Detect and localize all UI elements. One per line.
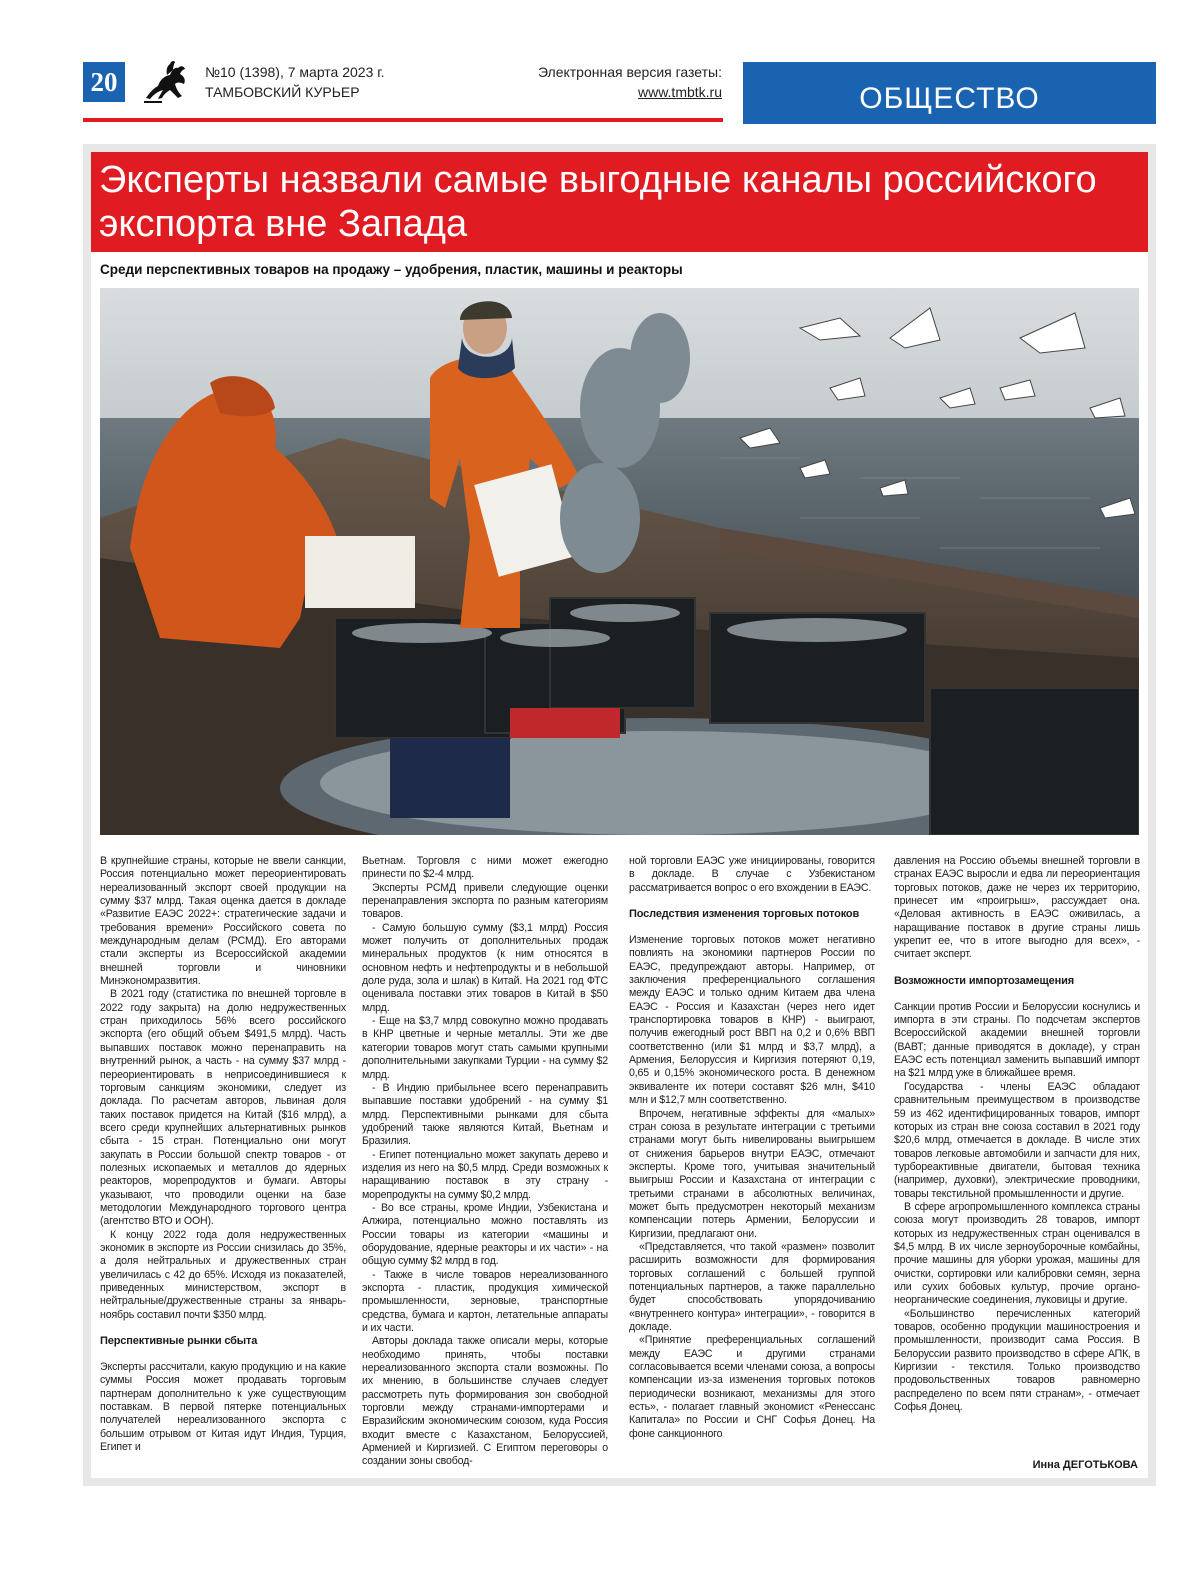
article-column-3 xyxy=(629,855,875,1441)
article-paragraph: К концу 2022 года доля недружественных экономик в экспорте из России снизилась до 35%, а доля нейтральных и дружественных стран увеличилась с 42 до 65%. Исходя из показателей, приведенных министерством, экспорт в нейтральные/дружественные страны за январь-ноябрь составил почти $350 млрд. xyxy=(100,1228,346,1321)
section-heading: Последствия изменения торговых потоков xyxy=(629,908,860,921)
article-paragraph: Эксперты рассчитали, какую продукцию и на какие суммы Россия может продавать торговым партнерам дополнительно к уже существующим поставкам. В первой пятерке потенциальных получателей нереализованного экспорта с большим отрывом от Китая идут Индия, Турция, Египет и xyxy=(100,1361,346,1454)
article-paragraph: «Большинство перечисленных категорий товаров, особенно продукции машиностроения и промышленности, производит сама Россия. В Белоруссии развито производство в сфере АПК, в Киргизии - текстиля. Только производство продовольственных товаров равномерно распределено по всем пяти странам», - отмечает Софья Донец. xyxy=(894,1307,1140,1414)
article-paragraph: Государства - члены ЕАЭС обладают сравнительным преимуществом в производстве 59 из 462 идентифицированных товаров, импорт которых из стран вне союза составил в 2021 году $20,6 млрд, отмечается в докладе. В числе этих товаров легковые автомобили и запчасти для них, турбореактивные двигатели, бытовая техника (например, духовки), электрические проводники, товары текстильной промышленности и другие. xyxy=(894,1080,1140,1200)
article-column-2 xyxy=(362,855,608,1469)
article-paragraph: В сфере агропромышленного комплекса страны союза могут производить 28 товаров, импорт которых из недружественных стран оценивался в $4,5 млрд. В их числе зерноуборочные комбайны, прочие машины для уборки урожая, машины для очистки, сортировки или калибровки семян, зерна или сухих бобовых культур, прочие органо-неорганические соединения, луковицы и другие. xyxy=(894,1200,1140,1307)
article-paragraph: Санкции против России и Белоруссии коснулись и импорта в эти страны. По подсчетам экспертов Всероссийской академии внешней торговли (ВАВТ; данные приводятся в докладе), у стран ЕАЭС есть потенциал заменить выпавший импорт на $21 млрд уже в ближайшее время. xyxy=(894,1000,1140,1080)
horse-rider-logo-icon xyxy=(140,58,190,106)
article-paragraph: - Во все страны, кроме Индии, Узбекистана и Алжира, потенциально можно поставлять из России товары из категории «машины и оборудование, ядерные реакторы и их части» - на общую сумму $2 млрд в год. xyxy=(362,1201,608,1268)
article-paragraph: давления на Россию объемы внешней торговли в странах ЕАЭС выросли и едва ли переориентация торговых потоков, даже не через их территорию, принесет им «проигрыш», рассуждает она. «Деловая активность в ЕАЭС оживилась, а наращивание поставок в другие страны лишь укрепит ее, что в итоге выгодно для всех», - считает эксперт. xyxy=(894,855,1140,961)
eversion-label: Электронная версия газеты: xyxy=(537,64,722,80)
article-paragraph: Вьетнам. Торговля с ними может ежегодно принести по $2-4 млрд. xyxy=(362,855,608,881)
article-paragraph: - Самую большую сумму ($3,1 млрд) Россия может получить от дополнительных продаж минеральных продуктов (к ним относятся в основном нефть и нефтепродукты и в небольшой доле руда, зола и шлак) в Китай. На 2021 год ФТС оценивала поставки этих товаров в Китай в $50 млрд. xyxy=(362,921,608,1014)
article-paragraph: - Также в числе товаров нереализованного экспорта - пластик, продукция химической промышленности, зерновые, транспортные средства, бумага и картон, летательные аппараты и их части. xyxy=(362,1268,608,1335)
issue-line: №10 (1398), 7 марта 2023 г. xyxy=(205,64,385,80)
article-paragraph: «Принятие преференциальных соглашений между ЕАЭС и другими странами согласовывается всеми членами союза, а вопросы компенсации из-за изменения торговых потоков периодически возникают, механизмы для этого есть», - полагает главный экономист «Ренессанс Капитала» по России и СНГ Софья Донец. На фоне санкционного xyxy=(629,1334,875,1440)
article-paragraph: «Представляется, что такой «размен» позволит расширить возможности для формирования торговых соглашений с большей группой потенциальных партнеров, а также параллельно будет способствовать упорядочиванию «внутреннего контура» интеграции», - говорится в докладе. xyxy=(629,1240,875,1333)
section-heading: Возможности импортозамещения xyxy=(894,974,1074,987)
publication-name: ТАМБОВСКИЙ КУРЬЕР xyxy=(205,84,360,100)
section-heading: Перспективные рынки сбыта xyxy=(100,1335,258,1348)
article-paragraph: В крупнейшие страны, которые не ввели санкции, Россия потенциально может переориентировать нереализованный экспорт своей продукции на сумму $37 млрд. Такая оценка дается в докладе «Развитие ЕАЭС 2022+: стратегические задачи и требования времени» Российского совета по международным делам (РСМД). Его авторами стали эксперты из Всероссийской академии внешней торговли и чиновники Минэкономразвития. xyxy=(100,855,346,988)
article-paragraph: - Еще на $3,7 млрд совокупно можно продавать в КНР цветные и черные металлы. Эти же две категории товаров могут стать самыми крупными дополнительными закупками Турции - на сумму $2 млрд. xyxy=(362,1015,608,1081)
electronic-version xyxy=(538,62,722,102)
article-title: Эксперты назвали самые выгодные каналы российского экспорта вне Запада xyxy=(91,152,1148,252)
article-paragraph: ной торговли ЕАЭС уже инициированы, говорится в докладе. В случае с Узбекистаном рассматривается вопрос о его вхождении в ЕАЭС. xyxy=(629,855,875,894)
article-subtitle: Среди перспективных товаров на продажу – удобрения, пластик, машины и реакторы xyxy=(100,262,683,277)
article-paragraph: Впрочем, негативные эффекты для «малых» стран союза в результате интеграции с третьими странами могут быть нивелированы выигрышем от снижения барьеров внутри ЕАЭС, отмечают эксперты. Кроме того, учитывая значительный выигрыш России и Казахстана от интеграции с третьими странами в абсолютных величинах, может быть предусмотрен некоторый механизм компенсации потерь Армении, Белоруссии и Киргизии, предлагают они. xyxy=(629,1107,875,1240)
article-author: Инна ДЕГОТЬКОВА xyxy=(1032,1459,1138,1471)
eversion-link[interactable]: www.tmbtk.ru xyxy=(637,84,722,100)
header-divider xyxy=(83,118,723,122)
issue-info xyxy=(205,62,385,102)
article-paragraph: Эксперты РСМД привели следующие оценки перенаправления экспорта по разным категориям товаров. xyxy=(362,881,608,921)
article-paragraph: Авторы доклада также описали меры, которые необходимо принять, чтобы поставки нереализованного экспорта стали возможны. По их мнению, в большинстве случаев следует рассмотреть путь формирования зон свободной торговли между странами-импортерами и Евразийским экономическим союзом, куда Россия входит вместе с Казахстаном, Белоруссией, Арменией и Киргизией. С Египтом переговоры о создании зоны свобод- xyxy=(362,1335,608,1468)
article-paragraph: - Египет потенциально может закупать дерево и изделия из него на $0,5 млрд. Среди возможных к наращиванию поставок в эту страну - морепродукты на сумму $0,2 млрд. xyxy=(362,1148,608,1201)
article-paragraph: - В Индию прибыльнее всего перенаправить выпавшие поставки удобрений - на сумму $1 млрд. Перспективными рынками для сбыта удобрений также являются Китай, Вьетнам и Бразилия. xyxy=(362,1081,608,1148)
article-column-4 xyxy=(894,855,1140,1414)
article-paragraph: В 2021 году (статистика по внешней торговле в 2022 году закрыта) на долю недружественных стран приходилось 56% всего российского экспорта (его общий объем $491,5 млрд). Часть выпавших поставок можно перенаправить на внутренний рынок, а часть - на сумму $37 млрд - переориентировать в неприсоединившиеся к торговым санкциям экономики, следует из доклада. По расчетам авторов, львиная доля таких поставок придется на Китай ($16 млрд), а всего среди крупнейших альтернативных рынков сбыта - 15 стран. Потенциально они могут закупать в России большой спектр товаров - от полезных ископаемых и металлов до ядерных реакторов, морепродуктов и бумаги. Авторы указывают, что проводили оценки на базе методологии Международного торгового центра (агентство ВТО и ООН). xyxy=(100,988,346,1228)
page-number: 20 xyxy=(83,62,125,102)
article-column-1 xyxy=(100,855,346,1454)
article-photo xyxy=(100,288,1139,835)
article-paragraph: Изменение торговых потоков может негативно повлиять на экономики партнеров России по ЕАЭС, предупреждают авторы. Например, от заключения преференциального соглашения между ЕАЭС и только одним Китаем два члена ЕАЭС - Россия и Казахстан (через него идет транспортировка товаров в КНР) - выиграют, получив ежегодный рост ВВП на 0,2 и 0,6% ВВП соответственно (или $1 млрд и $3,7 млрд), а Армения, Белоруссия и Киргизия потеряют 0,19, 0,65 и 0,15% экономического роста. В денежном эквиваленте их потери составят $26 млн, $410 млн и $12,7 млн соответственно. xyxy=(629,934,875,1107)
section-badge: ОБЩЕСТВО xyxy=(743,62,1156,124)
